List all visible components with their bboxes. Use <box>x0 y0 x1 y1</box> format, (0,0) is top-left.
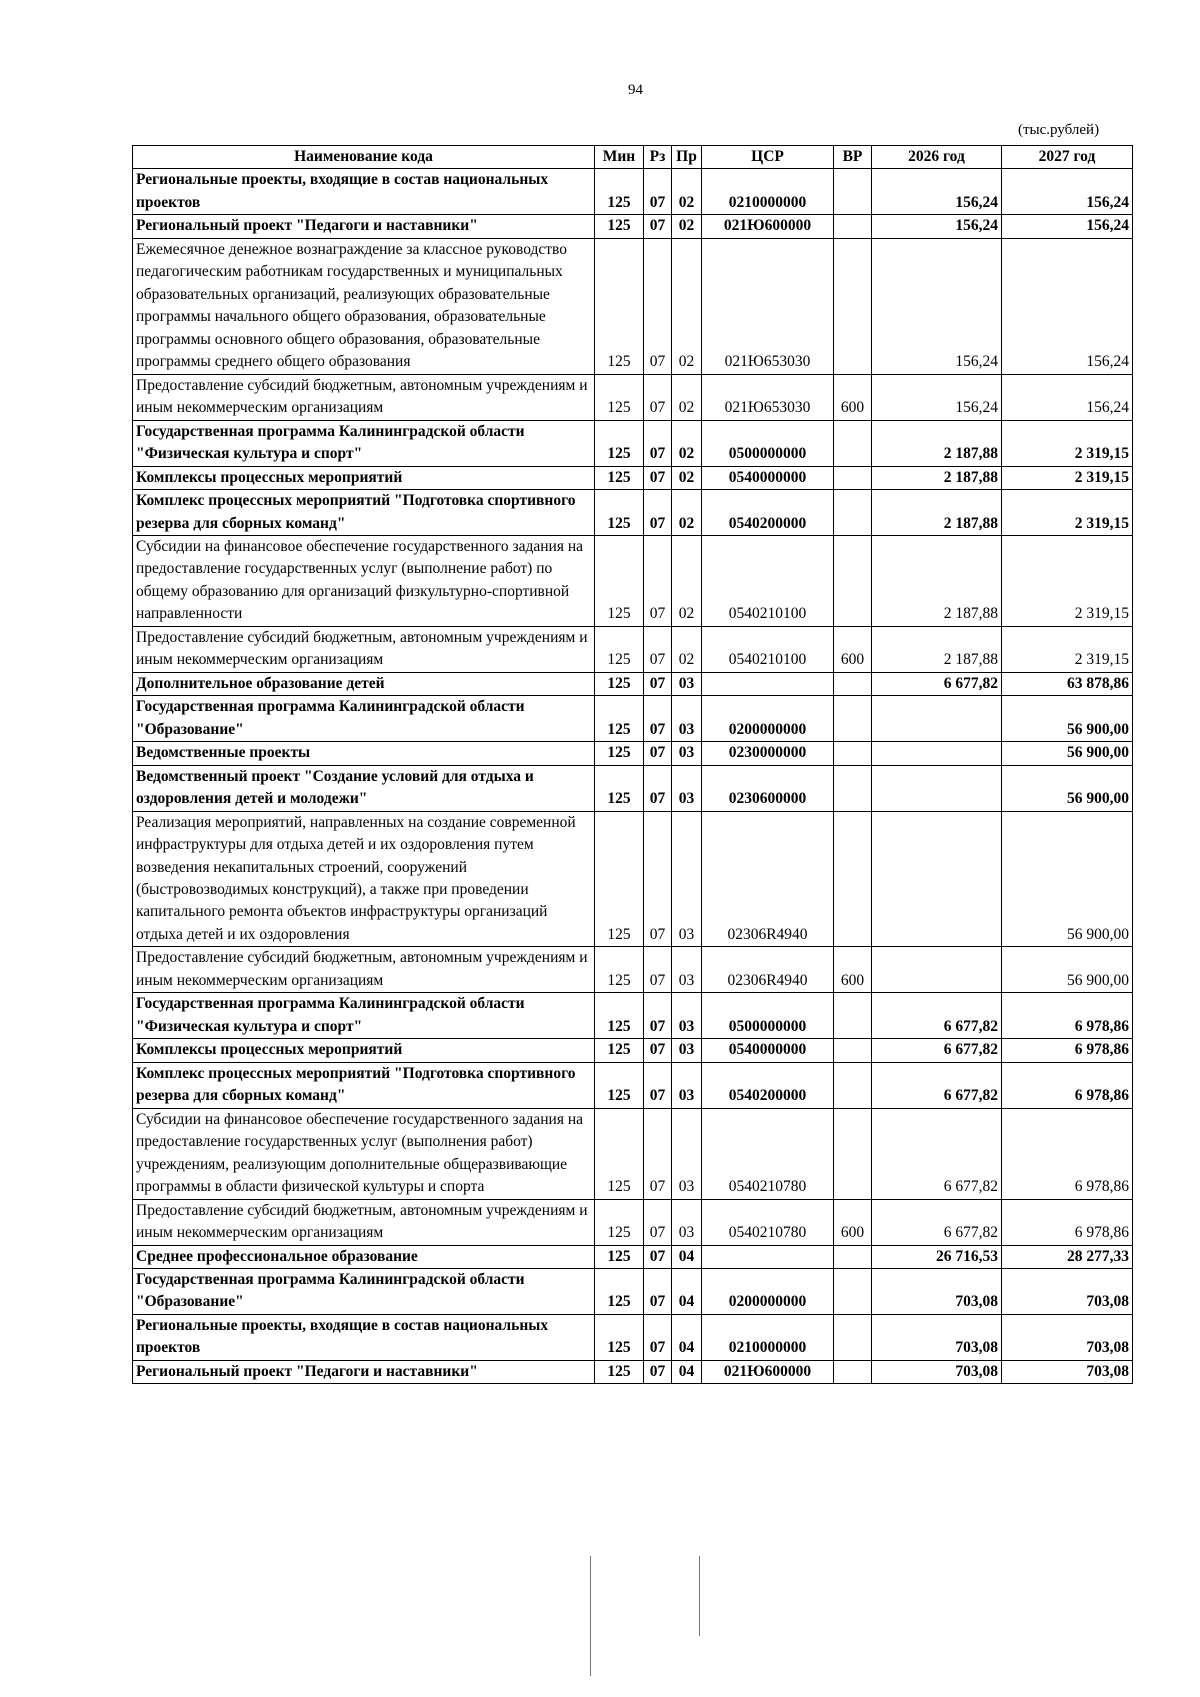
cell-2026: 156,24 <box>872 169 1002 215</box>
cell-name: Региональные проекты, входящие в состав национальных проектов <box>133 169 595 215</box>
table-row <box>133 1314 1133 1360</box>
cell-vr <box>834 169 872 215</box>
cell-name: Государственная программа Калининградской области "Физическая культура и спорт" <box>133 420 595 466</box>
cell-2027: 2 319,15 <box>1002 535 1133 626</box>
cell-2027: 2 319,15 <box>1002 466 1133 489</box>
cell-name: Среднее профессиональное образование <box>133 1245 595 1268</box>
cell-min: 125 <box>595 420 644 466</box>
cell-rz: 07 <box>644 215 672 238</box>
cell-pr: 03 <box>672 1039 702 1062</box>
cell-pr: 03 <box>672 1108 702 1199</box>
cell-vr <box>834 238 872 374</box>
cell-name: Комплекс процессных мероприятий "Подготовка спортивного резерва для сборных команд" <box>133 490 595 536</box>
cell-vr <box>834 1314 872 1360</box>
cell-pr: 04 <box>672 1360 702 1383</box>
header-2027: 2027 год <box>1002 146 1133 169</box>
header-2026: 2026 год <box>872 146 1002 169</box>
cell-csr: 0540200000 <box>702 490 834 536</box>
cell-csr: 0540210780 <box>702 1108 834 1199</box>
page-number: 94 <box>628 82 643 98</box>
table-row <box>133 696 1133 742</box>
table-row <box>133 672 1133 695</box>
cell-vr <box>834 1268 872 1314</box>
cell-pr: 02 <box>672 238 702 374</box>
cell-pr: 03 <box>672 696 702 742</box>
cell-csr: 0210000000 <box>702 1314 834 1360</box>
cell-min: 125 <box>595 1360 644 1383</box>
cell-2026: 6 677,82 <box>872 1199 1002 1245</box>
cell-pr: 02 <box>672 535 702 626</box>
table-row <box>133 993 1133 1039</box>
cell-2026: 2 187,88 <box>872 626 1002 672</box>
cell-min: 125 <box>595 1268 644 1314</box>
cell-rz: 07 <box>644 993 672 1039</box>
cell-pr: 04 <box>672 1314 702 1360</box>
cell-2026 <box>872 742 1002 765</box>
cell-name: Государственная программа Калининградской области "Физическая культура и спорт" <box>133 993 595 1039</box>
cell-min: 125 <box>595 1314 644 1360</box>
cell-csr: 021Ю653030 <box>702 238 834 374</box>
cell-name: Ведомственные проекты <box>133 742 595 765</box>
table-row <box>133 535 1133 626</box>
cell-2027: 703,08 <box>1002 1314 1133 1360</box>
cell-min: 125 <box>595 490 644 536</box>
cell-2027: 56 900,00 <box>1002 742 1133 765</box>
cell-name: Предоставление субсидий бюджетным, автономным учреждениям и иным некоммерческим организациям <box>133 1199 595 1245</box>
cell-name: Комплексы процессных мероприятий <box>133 1039 595 1062</box>
cell-csr: 0540210100 <box>702 626 834 672</box>
table-row <box>133 490 1133 536</box>
cell-2026: 156,24 <box>872 238 1002 374</box>
cell-name: Субсидии на финансовое обеспечение государственного задания на предоставление государственных услуг (выполнения работ) учреждениям, реализующим дополнительные общеразвивающие программы в области физической культуры и спорта <box>133 1108 595 1199</box>
cell-vr <box>834 466 872 489</box>
table-row <box>133 1245 1133 1268</box>
cell-name: Государственная программа Калининградской области "Образование" <box>133 696 595 742</box>
cell-csr: 0540210780 <box>702 1199 834 1245</box>
cell-name: Предоставление субсидий бюджетным, автономным учреждениям и иным некоммерческим организациям <box>133 947 595 993</box>
cell-min: 125 <box>595 993 644 1039</box>
table-row <box>133 238 1133 374</box>
cell-2026 <box>872 947 1002 993</box>
cell-2027: 56 900,00 <box>1002 696 1133 742</box>
cell-2027: 6 978,86 <box>1002 993 1133 1039</box>
cell-min: 125 <box>595 169 644 215</box>
cell-vr <box>834 215 872 238</box>
cell-2027: 63 878,86 <box>1002 672 1133 695</box>
cell-rz: 07 <box>644 169 672 215</box>
cell-2026: 6 677,82 <box>872 1062 1002 1108</box>
cell-name: Реализация мероприятий, направленных на создание современной инфраструктуры для отдыха детей и их оздоровления путем возведения некапитальных строений, сооружений (быстровозводимых конструкций), а также при проведении капитального ремонта объектов инфраструктуры организаций отдыха детей и их оздоровления <box>133 811 595 947</box>
cell-rz: 07 <box>644 672 672 695</box>
cell-2026: 703,08 <box>872 1268 1002 1314</box>
cell-pr: 02 <box>672 626 702 672</box>
cell-csr: 021Ю653030 <box>702 374 834 420</box>
cell-csr: 0200000000 <box>702 1268 834 1314</box>
header-csr: ЦСР <box>702 146 834 169</box>
cell-csr: 0230600000 <box>702 765 834 811</box>
cell-csr: 02306R4940 <box>702 811 834 947</box>
cell-min: 125 <box>595 1108 644 1199</box>
cell-csr: 0540200000 <box>702 1062 834 1108</box>
units-label: (тыс.рублей) <box>1018 122 1100 138</box>
cell-2026: 6 677,82 <box>872 1039 1002 1062</box>
cell-pr: 02 <box>672 215 702 238</box>
cell-pr: 02 <box>672 466 702 489</box>
cell-pr: 03 <box>672 1199 702 1245</box>
cell-vr <box>834 672 872 695</box>
cell-2027: 156,24 <box>1002 238 1133 374</box>
table-row <box>133 215 1133 238</box>
cell-pr: 04 <box>672 1245 702 1268</box>
cell-2026: 2 187,88 <box>872 466 1002 489</box>
cell-rz: 07 <box>644 947 672 993</box>
table-row <box>133 742 1133 765</box>
cell-vr <box>834 1245 872 1268</box>
cell-2027: 703,08 <box>1002 1360 1133 1383</box>
cell-vr <box>834 1108 872 1199</box>
cell-csr: 021Ю600000 <box>702 215 834 238</box>
table-row <box>133 947 1133 993</box>
cell-rz: 07 <box>644 1062 672 1108</box>
cell-vr <box>834 765 872 811</box>
cell-2026 <box>872 765 1002 811</box>
cell-rz: 07 <box>644 626 672 672</box>
table-row <box>133 466 1133 489</box>
cell-csr <box>702 672 834 695</box>
table-row <box>133 374 1133 420</box>
cell-vr <box>834 420 872 466</box>
cell-csr: 0540000000 <box>702 1039 834 1062</box>
table-row <box>133 169 1133 215</box>
cell-csr: 021Ю600000 <box>702 1360 834 1383</box>
cell-rz: 07 <box>644 1108 672 1199</box>
cell-2027: 6 978,86 <box>1002 1039 1133 1062</box>
table-row <box>133 1268 1133 1314</box>
cell-2026 <box>872 811 1002 947</box>
cell-name: Дополнительное образование детей <box>133 672 595 695</box>
cell-min: 125 <box>595 742 644 765</box>
cell-name: Ежемесячное денежное вознаграждение за классное руководство педагогическим работникам государственных и муниципальных образовательных организаций, реализующих образовательные программы начального общего образования, образовательные программы основного общего образования, образовательные программы среднего общего образования <box>133 238 595 374</box>
cell-pr: 02 <box>672 169 702 215</box>
header-name: Наименование кода <box>133 146 595 169</box>
cell-vr <box>834 1062 872 1108</box>
cell-2027: 156,24 <box>1002 215 1133 238</box>
cell-name: Комплексы процессных мероприятий <box>133 466 595 489</box>
cell-2027: 2 319,15 <box>1002 490 1133 536</box>
cell-csr: 0500000000 <box>702 420 834 466</box>
table-row <box>133 1199 1133 1245</box>
cell-pr: 04 <box>672 1268 702 1314</box>
cell-min: 125 <box>595 696 644 742</box>
cell-csr: 02306R4940 <box>702 947 834 993</box>
cell-rz: 07 <box>644 1360 672 1383</box>
cell-min: 125 <box>595 626 644 672</box>
cell-vr <box>834 742 872 765</box>
cell-2027: 6 978,86 <box>1002 1062 1133 1108</box>
cell-2026: 26 716,53 <box>872 1245 1002 1268</box>
cell-2026: 6 677,82 <box>872 993 1002 1039</box>
cell-csr <box>702 1245 834 1268</box>
cell-min: 125 <box>595 374 644 420</box>
cell-2026: 703,08 <box>872 1314 1002 1360</box>
cell-vr: 600 <box>834 1199 872 1245</box>
cell-rz: 07 <box>644 1039 672 1062</box>
cell-rz: 07 <box>644 696 672 742</box>
cell-vr <box>834 993 872 1039</box>
cell-name: Субсидии на финансовое обеспечение государственного задания на предоставление государственных услуг (выполнение работ) по общему образованию для организаций физкультурно-спортивной направленности <box>133 535 595 626</box>
cell-csr: 0230000000 <box>702 742 834 765</box>
cell-vr: 600 <box>834 626 872 672</box>
cell-rz: 07 <box>644 535 672 626</box>
cell-rz: 07 <box>644 1268 672 1314</box>
cell-csr: 0540000000 <box>702 466 834 489</box>
cell-2027: 56 900,00 <box>1002 811 1133 947</box>
cell-rz: 07 <box>644 811 672 947</box>
cell-rz: 07 <box>644 420 672 466</box>
cell-2026: 156,24 <box>872 215 1002 238</box>
cell-rz: 07 <box>644 1199 672 1245</box>
cell-min: 125 <box>595 811 644 947</box>
cell-pr: 03 <box>672 672 702 695</box>
cell-2027: 56 900,00 <box>1002 765 1133 811</box>
cell-rz: 07 <box>644 374 672 420</box>
cell-min: 125 <box>595 947 644 993</box>
cell-pr: 03 <box>672 765 702 811</box>
cell-min: 125 <box>595 1245 644 1268</box>
table-row <box>133 1108 1133 1199</box>
cell-vr: 600 <box>834 374 872 420</box>
cell-pr: 03 <box>672 947 702 993</box>
cell-2026: 703,08 <box>872 1360 1002 1383</box>
cell-2026: 2 187,88 <box>872 490 1002 536</box>
cell-2027: 156,24 <box>1002 169 1133 215</box>
cell-rz: 07 <box>644 1245 672 1268</box>
cell-pr: 03 <box>672 1062 702 1108</box>
header-vr: ВР <box>834 146 872 169</box>
cell-vr <box>834 1360 872 1383</box>
table-row <box>133 1062 1133 1108</box>
cell-2027: 703,08 <box>1002 1268 1133 1314</box>
cell-min: 125 <box>595 466 644 489</box>
cell-vr: 600 <box>834 947 872 993</box>
cell-rz: 07 <box>644 466 672 489</box>
cell-2027: 2 319,15 <box>1002 420 1133 466</box>
table-body <box>133 169 1133 1384</box>
cell-name: Предоставление субсидий бюджетным, автономным учреждениям и иным некоммерческим организациям <box>133 374 595 420</box>
cell-rz: 07 <box>644 1314 672 1360</box>
cell-2026: 156,24 <box>872 374 1002 420</box>
header-pr: Пр <box>672 146 702 169</box>
cell-csr: 0540210100 <box>702 535 834 626</box>
cell-name: Региональный проект "Педагоги и наставники" <box>133 1360 595 1383</box>
table-row <box>133 626 1133 672</box>
cell-2026: 6 677,82 <box>872 672 1002 695</box>
table-row <box>133 765 1133 811</box>
cell-2027: 156,24 <box>1002 374 1133 420</box>
cell-csr: 0200000000 <box>702 696 834 742</box>
table-row <box>133 811 1133 947</box>
cell-rz: 07 <box>644 765 672 811</box>
cell-vr <box>834 490 872 536</box>
budget-table <box>132 145 1133 1384</box>
header-min: Мин <box>595 146 644 169</box>
cell-csr: 0500000000 <box>702 993 834 1039</box>
cell-rz: 07 <box>644 742 672 765</box>
cell-rz: 07 <box>644 490 672 536</box>
cell-name: Региональные проекты, входящие в состав национальных проектов <box>133 1314 595 1360</box>
cell-vr <box>834 1039 872 1062</box>
table-row <box>133 420 1133 466</box>
cell-name: Комплекс процессных мероприятий "Подготовка спортивного резерва для сборных команд" <box>133 1062 595 1108</box>
cell-csr: 0210000000 <box>702 169 834 215</box>
table-header-row <box>133 146 1133 169</box>
cell-min: 125 <box>595 535 644 626</box>
cell-pr: 03 <box>672 993 702 1039</box>
cell-rz: 07 <box>644 238 672 374</box>
cell-min: 125 <box>595 238 644 374</box>
cell-2026 <box>872 696 1002 742</box>
cell-vr <box>834 535 872 626</box>
cell-name: Ведомственный проект "Создание условий для отдыха и оздоровления детей и молодежи" <box>133 765 595 811</box>
cell-min: 125 <box>595 1062 644 1108</box>
cell-2027: 2 319,15 <box>1002 626 1133 672</box>
cell-2026: 2 187,88 <box>872 535 1002 626</box>
header-rz: Рз <box>644 146 672 169</box>
table-row <box>133 1360 1133 1383</box>
cell-vr <box>834 811 872 947</box>
cell-min: 125 <box>595 765 644 811</box>
cell-pr: 03 <box>672 811 702 947</box>
cell-min: 125 <box>595 1039 644 1062</box>
cell-min: 125 <box>595 1199 644 1245</box>
cell-name: Предоставление субсидий бюджетным, автономным учреждениям и иным некоммерческим организациям <box>133 626 595 672</box>
cell-pr: 02 <box>672 490 702 536</box>
cell-min: 125 <box>595 672 644 695</box>
cell-2027: 28 277,33 <box>1002 1245 1133 1268</box>
cell-name: Региональный проект "Педагоги и наставники" <box>133 215 595 238</box>
cell-pr: 02 <box>672 374 702 420</box>
cell-2027: 56 900,00 <box>1002 947 1133 993</box>
cell-2027: 6 978,86 <box>1002 1199 1133 1245</box>
cell-pr: 03 <box>672 742 702 765</box>
cell-2026: 2 187,88 <box>872 420 1002 466</box>
cell-2027: 6 978,86 <box>1002 1108 1133 1199</box>
cell-name: Государственная программа Калининградской области "Образование" <box>133 1268 595 1314</box>
cell-2026: 6 677,82 <box>872 1108 1002 1199</box>
table-row <box>133 1039 1133 1062</box>
cell-vr <box>834 696 872 742</box>
cell-pr: 02 <box>672 420 702 466</box>
cell-min: 125 <box>595 215 644 238</box>
